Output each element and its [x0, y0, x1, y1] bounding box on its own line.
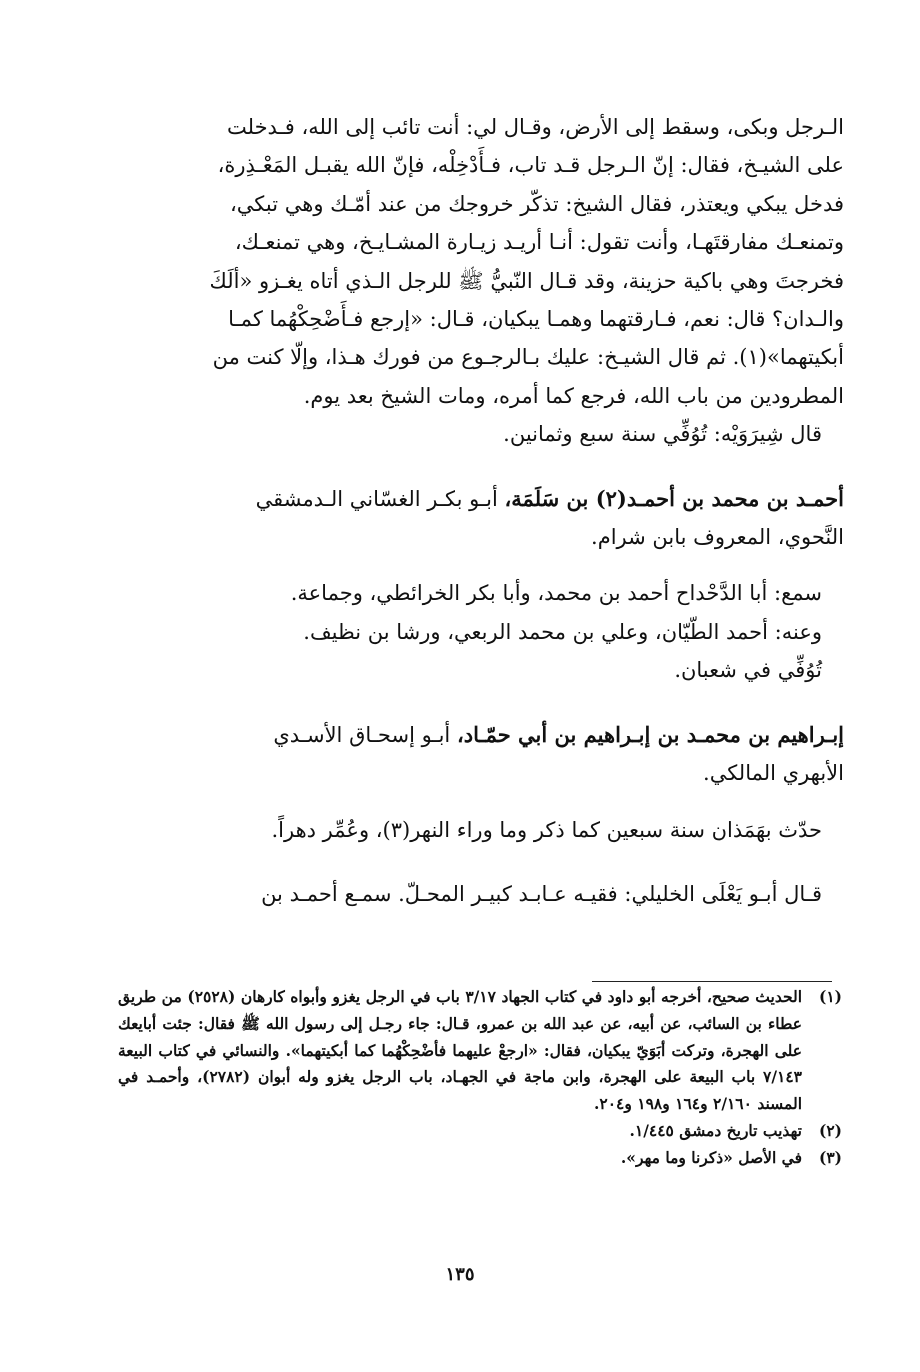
footnote	[118, 1145, 842, 1172]
text-line: النَّحوي، المعروف بابن شرام.	[591, 525, 844, 550]
entry-description: أبـو بكـر الغسّاني الـدمشقي	[255, 486, 505, 511]
main-text	[132, 108, 844, 913]
text-line: تُوُفِّي في شعبان.	[674, 658, 822, 683]
footnotes	[118, 984, 842, 1172]
text-line: المطرودين من باب الله، فرجع كما أمره، ومات الشيخ بعد يوم.	[303, 383, 844, 408]
footnote-text: في الأصل «ذكرنا وما مهر».	[620, 1147, 802, 1167]
footnote-number: (٢)	[818, 1120, 842, 1140]
footnote	[118, 1118, 842, 1145]
text-line: وعنه: أحمد الطّيّان، وعلي بن محمد الربعي، ورشا بن نظيف.	[303, 619, 822, 644]
entry-description: أبـو إسحـاق الأسـدي	[273, 722, 457, 747]
footnote-separator	[592, 981, 832, 982]
text-line: فدخل يبكي ويعتذر، فقال الشيخ: تذكّر خروجك من عند أمّـك وهي تبكي،	[230, 191, 844, 216]
text-line: الـرجل وبكى، وسقط إلى الأرض، وقـال لي: أنت تائب إلى الله، فـدخلت	[227, 115, 844, 139]
text-line: حدّث بهَمَذان سنة سبعين كما ذكر وما وراء النهر(٣)، وعُمِّر دهراً.	[271, 817, 822, 842]
entry-name: إبـراهيم بن محمـد بن إبـراهيم بن أبي حمّـاد،	[456, 721, 844, 747]
page-number: ١٣٥	[445, 1264, 475, 1285]
footnote-number: (١)	[818, 987, 842, 1006]
text-line: فخرجتَ وهي باكية حزينة، وقد قـال النّبيُّ ﷺ للرجل الـذي أتاه يغـزو «ألَكَ	[209, 268, 844, 293]
footnote-number: (٣)	[818, 1147, 842, 1167]
footnote-text: الحديث صحيح، أخرجه أبو داود في كتاب الجهاد ٣/١٧ باب في الرجل يغزو وأبواه كارهان (٢٥٢٨) من طريق عطاء بن السائب، عن أبيه، عن عبد الله بن عمرو، قـال: جاء رجـل إلى رسول الله ﷺ فقال: جئت أبايعك على الهجرة، وتركت أبَوَيّ يبكيان، فقال: «ارجعْ عليهما فأضْحِكْهُما كما أبكيتهما». والنسائي في كتاب البيعة ٧/١٤٣ باب البيعة على الهجرة، وابن ماجة في الجهـاد، باب الرجل يغزو وله أبوان (٢٧٨٢)، وأحمـد في المسند ٢/١٦٠ و١٦٤ و١٩٨ و٢٠٤.	[118, 987, 803, 1114]
death-note: قال شِيرَوَيْه: تُوُفِّي سنة سبع وثمانين.	[503, 422, 822, 447]
entry-heading-ahmad	[132, 480, 844, 518]
entry-heading-ibrahim	[132, 716, 844, 754]
text-line: على الشيـخ، فقال: إنّ الـرجل قـد تاب، فـأَدْخِلْه، فإنّ الله يقبـل المَعْـذِرة،	[217, 153, 844, 178]
text-line: وتمنعـك مفارقتَهـا، وأنت تقول: أنـا أريـد زيـارة المشـايـخ، وهي تمنعـك،	[234, 230, 844, 255]
entry-name: أحمـد بن محمد بن أحمـد(٢) بن سَلَمَة،	[504, 485, 844, 511]
text-line: والـدان؟ قال: نعم، فـارقتهما وهمـا يبكيان، قـال: «إرجع فـأَضْحِكْهُما كمـا	[228, 307, 844, 332]
text-line: سمع: أبا الدَّحْداح أحمد بن محمد، وأبا بكر الخرائطي، وجماعة.	[290, 581, 822, 606]
footnote-text: تهذيب تاريخ دمشق ١/٤٤٥.	[629, 1120, 802, 1140]
footnote	[118, 984, 842, 1118]
text-line: قـال أبـو يَعْلَى الخليلي: فقيـه عـابـد كبيـر المحـلّ. سمـع أحمـد بن	[261, 881, 822, 906]
text-line: أبكيتهما»(١). ثم قال الشيـخ: عليك بـالرجـوع من فورك هـذا، وإلّا كنت من	[212, 345, 844, 370]
text-line: الأبهري المالكي.	[703, 761, 844, 786]
